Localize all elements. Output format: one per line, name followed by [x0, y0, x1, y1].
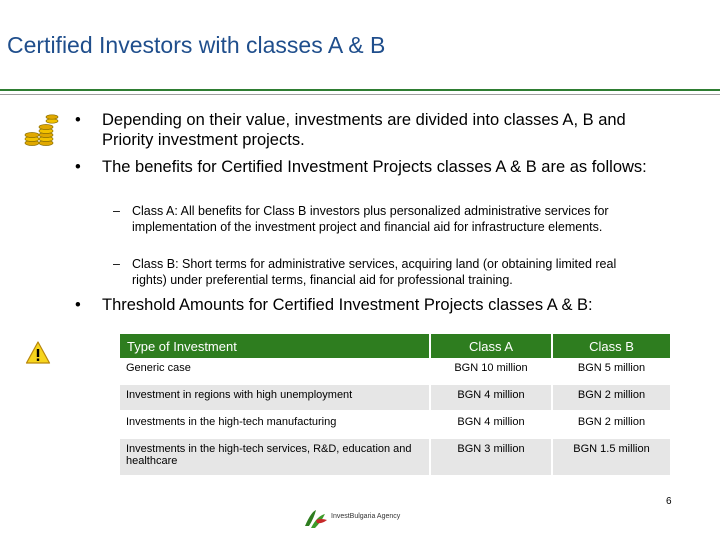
table-row — [120, 411, 670, 438]
bullet-marker: • — [75, 158, 81, 176]
sub-bullet-text: Class B: Short terms for administrative services, acquiring land (or obtaining limited real rights) under preferential terms, financial aid for professional training. — [132, 257, 617, 287]
title-divider-grey — [0, 94, 720, 95]
cell-type: Investments in the high-tech manufacturing — [120, 411, 430, 438]
bullet-text: The benefits for Certified Investment Projects classes A & B are as follows: — [102, 158, 647, 176]
cell-class-b: BGN 5 million — [552, 358, 670, 384]
table-header-row — [120, 334, 670, 358]
agency-name: InvestBulgaria Agency — [331, 513, 401, 520]
sub-bullet-text: Class A: All benefits for Class B investors plus personalized administrative services for implementation of the investment project and financial aid for infrastructure elements. — [132, 204, 609, 234]
header-class-b: Class B — [552, 334, 670, 358]
cell-type: Investment in regions with high unemployment — [120, 384, 430, 411]
cell-class-a: BGN 4 million — [430, 384, 552, 411]
sub-bullet-marker: – — [113, 257, 120, 271]
header-type-of-investment: Type of Investment — [120, 334, 430, 358]
cell-class-b: BGN 2 million — [552, 411, 670, 438]
threshold-table — [120, 334, 670, 477]
cell-class-b: BGN 2 million — [552, 384, 670, 411]
cell-class-a: BGN 10 million — [430, 358, 552, 384]
agency-logo-icon — [303, 508, 329, 530]
coins-icon — [22, 112, 60, 150]
cell-type: Investments in the high-tech services, R&D, education and healthcare — [120, 438, 430, 476]
bullet-text: Threshold Amounts for Certified Investment Projects classes A & B: — [102, 296, 593, 314]
cell-type: Generic case — [120, 358, 430, 384]
title-divider-green — [0, 89, 720, 91]
cell-class-a: BGN 3 million — [430, 438, 552, 476]
slide-title: Certified Investors with classes A & B — [7, 32, 386, 58]
header-class-a: Class A — [430, 334, 552, 358]
cell-class-a: BGN 4 million — [430, 411, 552, 438]
cell-class-b: BGN 1.5 million — [552, 438, 670, 476]
bullet-marker: • — [75, 111, 81, 129]
sub-bullet-marker: – — [113, 204, 120, 218]
table-row — [120, 358, 670, 384]
bullet-marker: • — [75, 296, 81, 314]
bullet-text: Depending on their value, investments are divided into classes A, B and Priority investment projects. — [102, 111, 626, 149]
warning-icon — [25, 340, 51, 366]
table-row — [120, 438, 670, 476]
page-number: 6 — [666, 496, 672, 507]
table-row — [120, 384, 670, 411]
